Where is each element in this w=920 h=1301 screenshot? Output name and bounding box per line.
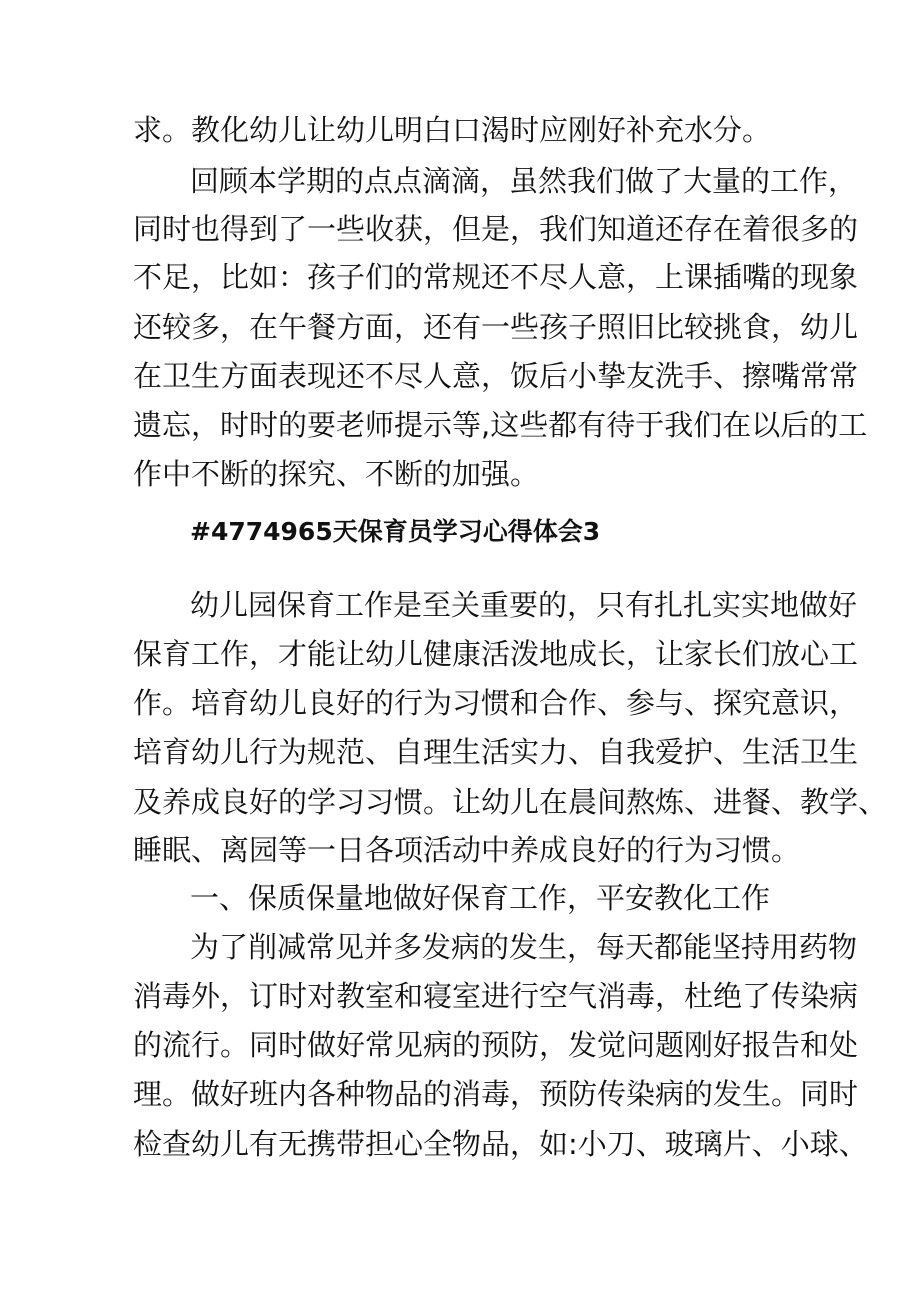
para2-line-3: 不足，比如：孩子们的常规还不尽人意，上课插嘴的现象 bbox=[133, 260, 859, 294]
para3-line-6: 睡眠、离园等一日各项活动中养成良好的行为习惯。 bbox=[133, 833, 801, 867]
para3-line-2: 保育工作，才能让幼儿健康活泼地成长，让家长们放心工 bbox=[133, 637, 859, 671]
para1-line-1: 求。教化幼儿让幼儿明白口渴时应刚好补充水分。 bbox=[133, 113, 772, 147]
para2-line-1: 回顾本学期的点点滴滴，虽然我们做了大量的工作， bbox=[190, 164, 858, 198]
para3-line-5: 及养成良好的学习习惯。让幼儿在晨间熬炼、进餐、教学、 bbox=[133, 785, 888, 819]
section-heading: #4774965天保育员学习心得体会3 bbox=[190, 517, 601, 546]
para2-line-7: 作中不断的探究、不断的加强。 bbox=[133, 457, 540, 491]
para3-line-4: 培育幼儿行为规范、自理生活实力、自我爱护、生活卫生 bbox=[133, 735, 859, 769]
para3-line-1: 幼儿园保育工作是至关重要的，只有扎扎实实地做好 bbox=[190, 588, 858, 622]
para4-line-4: 理。做好班内各种物品的消毒，预防传染病的发生。同时 bbox=[133, 1077, 859, 1111]
para2-line-5: 在卫生方面表现还不尽人意，饭后小挚友洗手、擦嘴常常 bbox=[133, 359, 859, 393]
para4-line-1: 为了削减常见并多发病的发生，每天都能坚持用药物 bbox=[190, 930, 858, 964]
para3-line-3: 作。培育幼儿良好的行为习惯和合作、参与、探究意识， bbox=[133, 686, 859, 720]
para2-line-2: 同时也得到了一些收获，但是，我们知道还存在着很多的 bbox=[133, 212, 859, 246]
para4-line-2: 消毒外，订时对教室和寝室进行空气消毒，杜绝了传染病 bbox=[133, 979, 859, 1013]
para2-line-6: 遗忘，时时的要老师提示等,这些都有待于我们在以后的工 bbox=[133, 408, 868, 442]
para4-line-5: 检查幼儿有无携带担心全物品，如:小刀、玻璃片、小球、 bbox=[133, 1127, 868, 1161]
section1-title: 一、保质保量地做好保育工作，平安教化工作 bbox=[190, 881, 771, 915]
para4-line-3: 的流行。同时做好常见病的预防，发觉问题刚好报告和处 bbox=[133, 1028, 859, 1062]
para2-line-4: 还较多，在午餐方面，还有一些孩子照旧比较挑食，幼儿 bbox=[133, 310, 859, 344]
